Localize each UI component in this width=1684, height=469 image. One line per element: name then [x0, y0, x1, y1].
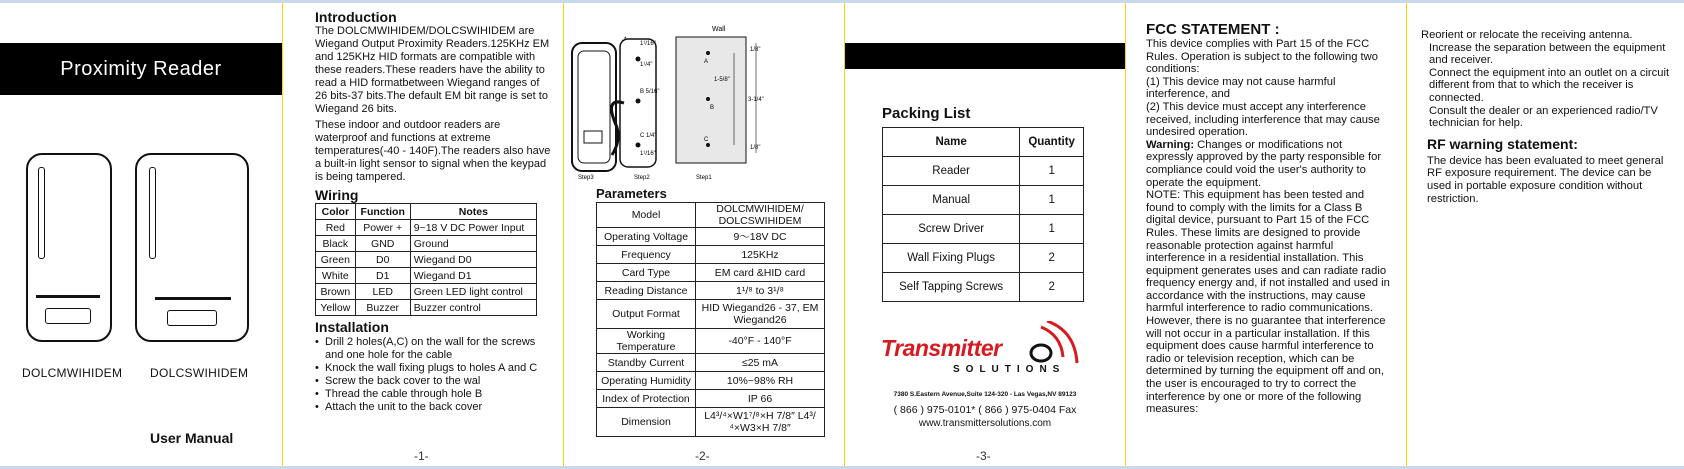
packing-panel [845, 3, 1125, 466]
wiring-table [315, 203, 537, 316]
param-row [597, 228, 825, 246]
hole-label-b: B [710, 105, 715, 111]
wiring-col-header: Function [355, 204, 410, 220]
param-value: DOLCMWIHIDEM/ DOLCSWIHIDEM [696, 203, 825, 228]
user-manual-label: User Manual [150, 430, 234, 446]
fcc-note: NOTE: This equipment has been tested and found to comply with the limits for a Class B digital device, pursuant to Part 15 of the FCC Rules. These limits are designed to provide reasonable protection against harmful interference in a residential installation. This equipment generates uses and can radiate radio frequency energy and, if not installed and used in accordance with the instructions, may cause harmful interference to radio communications. However, there is no guarantee that interference will not occur in a particular installation. If this equipment does cause harmful interference to radio or television reception, which can be determined by turning the equipment off and on, the user is encouraged to try to correct the interference by one or more of the following measures: [1146, 189, 1390, 416]
param-name: Dimension [597, 408, 696, 437]
cover-title: Proximity Reader [0, 43, 282, 95]
wiring-cell: Power + [355, 220, 410, 236]
packing-header-row [883, 128, 1084, 157]
dim-label: 1/8" [750, 47, 761, 53]
step-label: Step2 [634, 175, 650, 181]
wiring-row [316, 236, 537, 252]
packing-col-header: Quantity [1020, 128, 1084, 157]
packing-row [883, 273, 1084, 302]
reader-image-left [26, 153, 112, 342]
param-row [597, 264, 825, 282]
packing-table [882, 127, 1084, 302]
param-value: ≤25 mA [696, 354, 825, 372]
dim-label: C 1/4" [640, 133, 657, 139]
wiring-cell: Brown [316, 284, 356, 300]
param-name: Card Type [597, 264, 696, 282]
hole-label-a: A [704, 59, 709, 65]
brand-logo [881, 321, 1091, 381]
page-number: -2- [695, 449, 710, 463]
param-row [597, 203, 825, 228]
page-number: -1- [414, 449, 429, 463]
reader-image-right [135, 153, 249, 342]
hole-label-c: C [704, 137, 709, 143]
measure-item: Consult the dealer or an experienced radio/TV technician for help. [1429, 104, 1658, 130]
fcc-condition-2: (2) This device must accept any interference received, including interference that may cause undesired operation. [1146, 100, 1380, 139]
wiring-row [316, 252, 537, 268]
wiring-cell: D0 [355, 252, 410, 268]
wiring-heading: Wiring [315, 187, 359, 203]
step-label: Step3 [578, 175, 594, 181]
wiring-cell: 9~18 V DC Power Input [410, 220, 536, 236]
packing-row [883, 215, 1084, 244]
packing-cell: Self Tapping Screws [883, 273, 1020, 302]
step-label: Step1 [696, 175, 712, 181]
brand-name: Transmitter [881, 335, 1002, 361]
wiring-cell: Wiegand D0 [410, 252, 536, 268]
packing-cell: Wall Fixing Plugs [883, 244, 1020, 273]
param-value: EM card &HID card [696, 264, 825, 282]
dim-label: 1¹/16" [640, 151, 656, 157]
wiring-cell: Green [316, 252, 356, 268]
measure-item: Reorient or relocate the receiving antenna. [1421, 29, 1633, 41]
warning-label: Warning: [1146, 138, 1195, 151]
cover-panel [0, 3, 282, 466]
intro-paragraph-2: These indoor and outdoor readers are waterproof and functions at extreme temperatures(-40 - 140F).The readers also have a built-in light sensor to signal when the keypad is being tampered. [315, 119, 551, 183]
parameters-table [596, 202, 825, 437]
packing-cell: Manual [883, 186, 1020, 215]
intro-heading: Introduction [315, 9, 397, 25]
param-value: -40°F - 140°F [696, 329, 825, 354]
rf-heading: RF warning statement: [1427, 135, 1578, 152]
packing-cell: 2 [1020, 244, 1084, 273]
param-value: 1¹/⁸ to 3¹/⁸ [696, 282, 825, 300]
param-name: Model [597, 203, 696, 228]
packing-cell: 2 [1020, 273, 1084, 302]
param-row [597, 354, 825, 372]
installation-step: • Drill 2 holes(A,C) on the wall for the screws and one hole for the cable [315, 336, 551, 362]
installation-step: • Screw the back cover to the wal [315, 375, 551, 388]
packing-cell: 1 [1020, 157, 1084, 186]
param-value: IP 66 [696, 390, 825, 408]
fcc-panel [1126, 3, 1406, 466]
wiring-row [316, 284, 537, 300]
wiring-cell: White [316, 268, 356, 284]
packing-col-header: Name [883, 128, 1020, 157]
param-row [597, 372, 825, 390]
packing-cell: Reader [883, 157, 1020, 186]
param-name: Operating Voltage [597, 228, 696, 246]
wiring-cell: LED [355, 284, 410, 300]
packing-row [883, 244, 1084, 273]
installation-diagram [564, 3, 844, 183]
packing-cell: 1 [1020, 186, 1084, 215]
packing-row [883, 157, 1084, 186]
dim-label: 1/8" [750, 145, 761, 151]
dim-label: B 5/16" [640, 89, 660, 95]
installation-step: • Thread the cable through hole B [315, 388, 551, 401]
company-phone: ( 866 ) 975-0101* ( 866 ) 975-0404 Fax [893, 404, 1077, 416]
dim-label: 1-5/8" [714, 77, 730, 83]
wiring-cell: Buzzer [355, 300, 410, 316]
fcc-paragraph: This device complies with Part 15 of the FCC Rules. Operation is subject to the following two conditions: [1146, 38, 1378, 76]
param-row [597, 246, 825, 264]
wiring-cell: D1 [355, 268, 410, 284]
wiring-row [316, 220, 537, 236]
param-name: Operating Humidity [597, 372, 696, 390]
param-row [597, 282, 825, 300]
parameters-panel [564, 3, 844, 466]
wiring-cell: Black [316, 236, 356, 252]
model-label-right: DOLCSWIHIDEM [150, 366, 249, 380]
param-row [597, 390, 825, 408]
company-website: www.transmittersolutions.com [918, 418, 1052, 429]
dim-label: 1¹/16" [640, 41, 656, 47]
packing-row [883, 186, 1084, 215]
param-value: 125KHz [696, 246, 825, 264]
measure-item: Connect the equipment into an outlet on a circuit different from that to which the receiver is connected. [1429, 66, 1670, 104]
param-row [597, 408, 825, 437]
param-name: Output Format [597, 300, 696, 329]
wiring-cell: GND [355, 236, 410, 252]
wiring-row [316, 268, 537, 284]
packing-cell: 1 [1020, 215, 1084, 244]
wiring-row [316, 300, 537, 316]
fcc-condition-1: (1) This device may not cause harmful interference, and [1146, 75, 1336, 101]
installation-step: • Attach the unit to the back cover [315, 401, 551, 414]
intro-paragraph-1: The DOLCMWIHIDEM/DOLCSWIHIDEM are Wiegand Output Proximity Readers.125KHz EM and 125KHz HID formats are compatible with these readers.These readers have the ability to read a HID formatbetween Wiegand ranges of 26 bits-37 bits.The default EM bit range is set to Wiegand 26 bits. [315, 25, 550, 115]
wall-label: Wall [712, 26, 726, 33]
dim-label: 3-1/4" [748, 97, 764, 103]
wiring-cell: Wiegand D1 [410, 268, 536, 284]
param-name: Index of Protection [597, 390, 696, 408]
param-name: Reading Distance [597, 282, 696, 300]
installation-heading: Installation [315, 319, 389, 335]
param-value: 10%~98% RH [696, 372, 825, 390]
packing-heading: Packing List [882, 105, 971, 122]
param-name: Working Temperature [597, 329, 696, 354]
param-value: L4³/⁴×W1⁷/⁸×H 7/8″ L4³/⁴×W3×H 7/8″ [696, 408, 825, 437]
param-row [597, 300, 825, 329]
wiring-col-header: Notes [410, 204, 536, 220]
model-label-left: DOLCMWIHIDEM [22, 366, 123, 380]
param-name: Standby Current [597, 354, 696, 372]
wiring-cell: Yellow [316, 300, 356, 316]
brand-subtitle: SOLUTIONS [953, 364, 1066, 375]
fcc-heading: FCC STATEMENT : [1146, 21, 1280, 38]
page-number: -3- [976, 449, 991, 463]
installation-step: • Knock the wall fixing plugs to holes A and C [315, 362, 551, 375]
wiring-cell: Green LED light control [410, 284, 536, 300]
param-value: 9～18V DC [696, 228, 825, 246]
warning-text: Changes or modifications not expressly approved by the party responsible for compliance could void the user's authority to operate the equipment. [1146, 138, 1382, 189]
wiring-header-row [316, 204, 537, 220]
packing-cell: Screw Driver [883, 215, 1020, 244]
measure-item: Increase the separation between the equipment and receiver. [1429, 41, 1666, 67]
param-value: HID Wiegand26 - 37, EM Wiegand26 [696, 300, 825, 329]
wiring-cell: Buzzer control [410, 300, 536, 316]
installation-list [315, 336, 551, 414]
wiring-col-header: Color [316, 204, 356, 220]
rf-text: The device has been evaluated to meet general RF exposure requirement. The device can be used in portable exposure condition without restriction. [1427, 154, 1664, 205]
dim-label: 1¹/4" [640, 62, 653, 68]
param-name: Frequency [597, 246, 696, 264]
black-band [845, 43, 1125, 69]
company-address: 7380 S.Eastern Avenue,Suite 124-320 - Las Vegas,NV 89123 [893, 391, 1077, 398]
wiring-cell: Ground [410, 236, 536, 252]
parameters-heading: Parameters [596, 186, 667, 201]
param-row [597, 329, 825, 354]
wiring-cell: Red [316, 220, 356, 236]
rf-panel [1407, 3, 1684, 466]
intro-wiring-panel [283, 3, 563, 466]
